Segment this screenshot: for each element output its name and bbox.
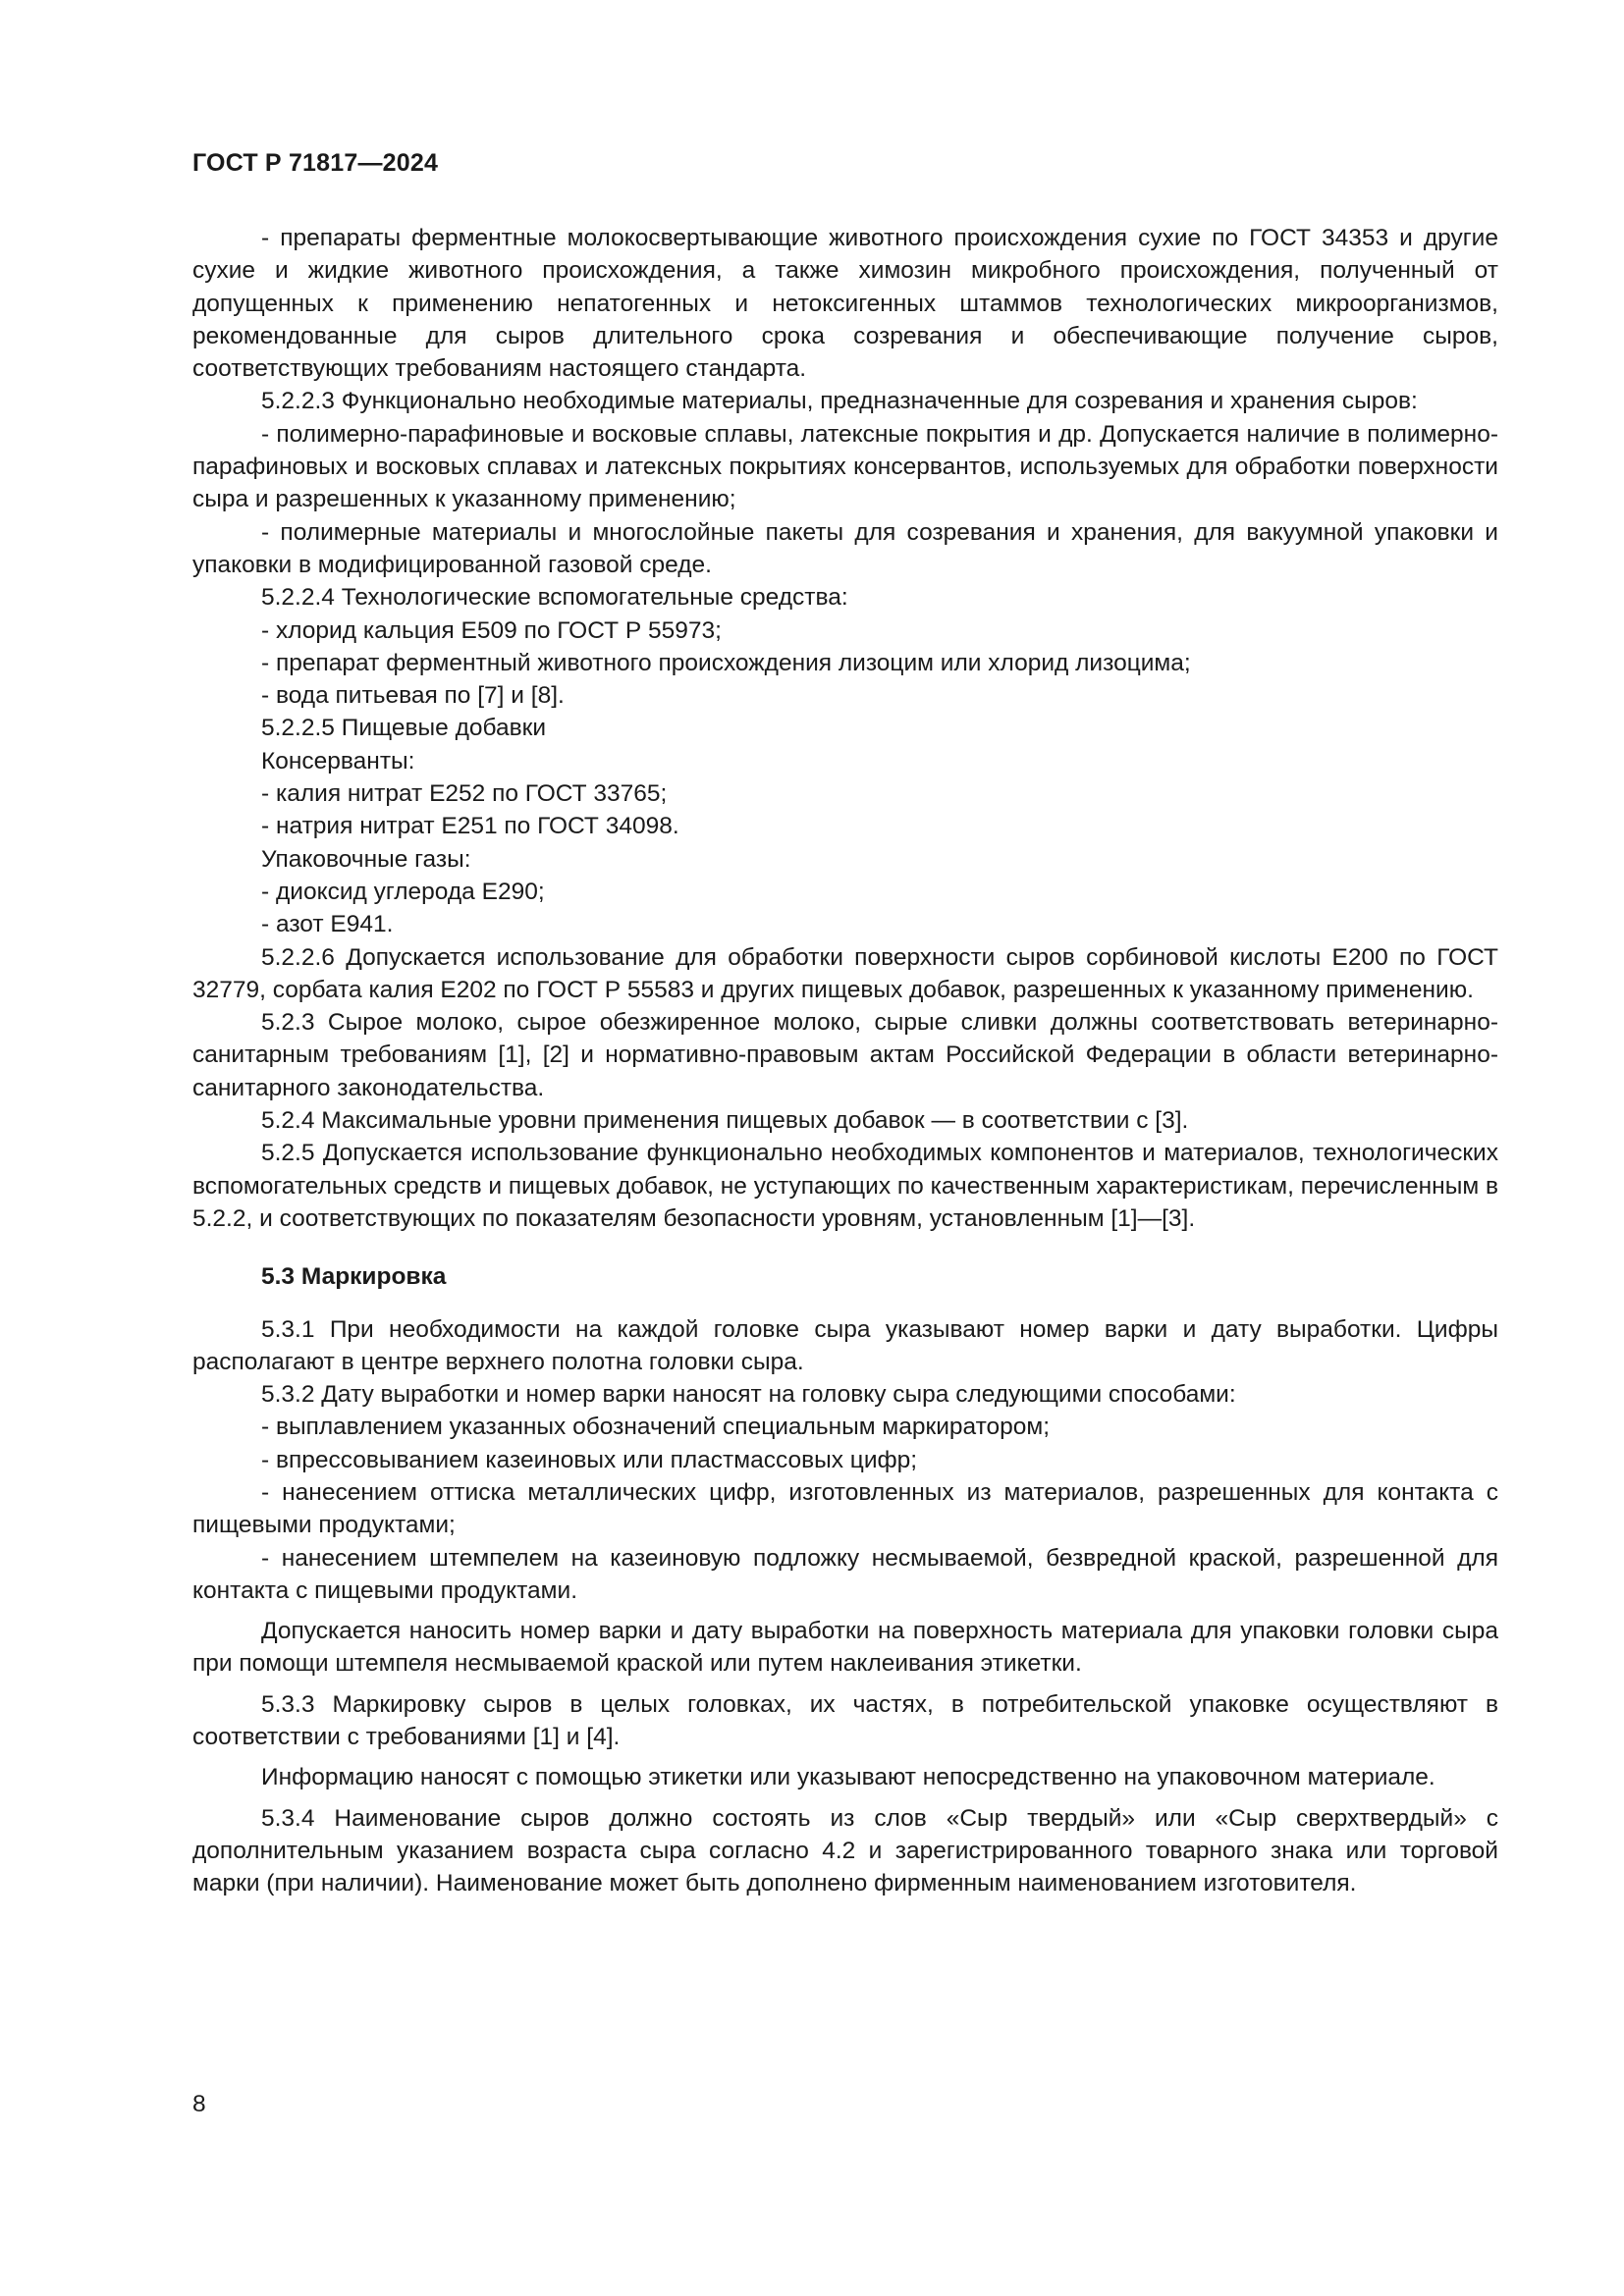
list-item: - вода питьевая по [7] и [8]. (261, 682, 565, 710)
list-item: - нанесением оттиска металлических цифр, изготовленных из материалов, разрешенных для контакта с пищевыми продуктами; (192, 1478, 1498, 1539)
list-item: - впрессовыванием казеиновых или пластмассовых цифр; (261, 1446, 918, 1473)
paragraph: Упаковочные газы: (261, 845, 471, 873)
paragraph: 5.2.2.4 Технологические вспомогательные средства: (261, 584, 848, 612)
paragraph: 5.3.2 Дату выработки и номер варки наносят на головку сыра следующими способами: (261, 1381, 1236, 1409)
paragraph: - полимерно-парафиновые и восковые сплавы, латексные покрытия и др. Допускается наличие в полимерно-парафиновых и восковых сплавах и латексных покрытиях консервантов, используемых для обработки поверхности сыра и разрешенных к указанному применению; (192, 420, 1498, 513)
document-body (192, 222, 1498, 1900)
list-item: - препарат ферментный животного происхождения лизоцим или хлорид лизоцима; (261, 649, 1191, 676)
list-item: - диоксид углерода Е290; (261, 878, 545, 905)
document-header: ГОСТ Р 71817—2024 (192, 149, 439, 177)
list-item: - натрия нитрат Е251 по ГОСТ 34098. (261, 813, 679, 840)
paragraph: Информацию наносят с помощью этикетки или указывают непосредственно на упаковочном материале. (261, 1764, 1435, 1791)
paragraph: - полимерные материалы и многослойные пакеты для созревания и хранения, для вакуумной упаковки и упаковки в модифицированной газовой среде. (192, 518, 1498, 578)
list-item: - нанесением штемпелем на казеиновую подложку несмываемой, безвредной краской, разрешенной для контакта с пищевыми продуктами. (192, 1544, 1498, 1604)
paragraph: 5.2.2.3 Функционально необходимые материалы, предназначенные для созревания и хранения сыров: (261, 388, 1418, 415)
paragraph: 5.3.4 Наименование сыров должно состоять из слов «Сыр твердый» или «Сыр сверхтвердый» с дополнительным указанием возраста сыра согласно 4.2 и зарегистрированного товарного знака или торговой марки (при наличии). Наименование может быть дополнено фирменным наименованием изготовителя. (192, 1804, 1498, 1897)
list-item: - калия нитрат Е252 по ГОСТ 33765; (261, 780, 668, 808)
list-item: - хлорид кальция Е509 по ГОСТ Р 55973; (261, 616, 722, 644)
list-item: - азот Е941. (261, 911, 394, 938)
paragraph: Допускается наносить номер варки и дату выработки на поверхность материала для упаковки головки сыра при помощи штемпеля несмываемой краской или путем наклеивания этикетки. (192, 1618, 1498, 1678)
paragraph: 5.2.3 Сырое молоко, сырое обезжиренное молоко, сырые сливки должны соответствовать ветеринарно-санитарным требованиям [1], [2] и нормативно-правовым актам Российской Федерации в области ветеринарно-санитарного законодательства. (192, 1009, 1498, 1101)
paragraph: 5.2.5 Допускается использование функционально необходимых компонентов и материалов, технологических вспомогательных средств и пищевых добавок, не уступающих по качественным характеристикам, перечисленным в 5.2.2, и соответствующих по показателям безопасности уровням, установленным [1]—[3]. (192, 1140, 1498, 1232)
paragraph: 5.3.3 Маркировку сыров в целых головках, их частях, в потребительской упаковке осуществляют в соответствии с требованиями [1] и [4]. (192, 1690, 1498, 1751)
page-number: 8 (192, 2091, 206, 2117)
paragraph: - препараты ферментные молокосвертывающие животного происхождения сухие по ГОСТ 34353 и другие сухие и жидкие животного происхождения, а также химозин микробного происхождения, полученный от допущенных к применению непатогенных и нетоксигенных штаммов технологических микроорганизмов, рекомендованные для сыров длительного срока созревания и обеспечивающие получение сыров, соответствующих требованиям настоящего стандарта. (192, 225, 1498, 383)
paragraph: 5.2.2.6 Допускается использование для обработки поверхности сыров сорбиновой кислоты Е200 по ГОСТ 32779, сорбата калия Е202 по ГОСТ Р 55583 и других пищевых добавок, разрешенных к указанному применению. (192, 943, 1498, 1003)
paragraph: 5.3.1 При необходимости на каждой головке сыра указывают номер варки и дату выработки. Цифры располагают в центре верхнего полотна головки сыра. (192, 1315, 1498, 1375)
section-heading: 5.3 Маркировка (261, 1263, 447, 1291)
paragraph: Консерванты: (261, 747, 415, 774)
paragraph: 5.2.4 Максимальные уровни применения пищевых добавок — в соответствии с [3]. (261, 1107, 1189, 1135)
list-item: - выплавлением указанных обозначений специальным маркиратором; (261, 1414, 1051, 1441)
paragraph: 5.2.2.5 Пищевые добавки (261, 715, 547, 742)
